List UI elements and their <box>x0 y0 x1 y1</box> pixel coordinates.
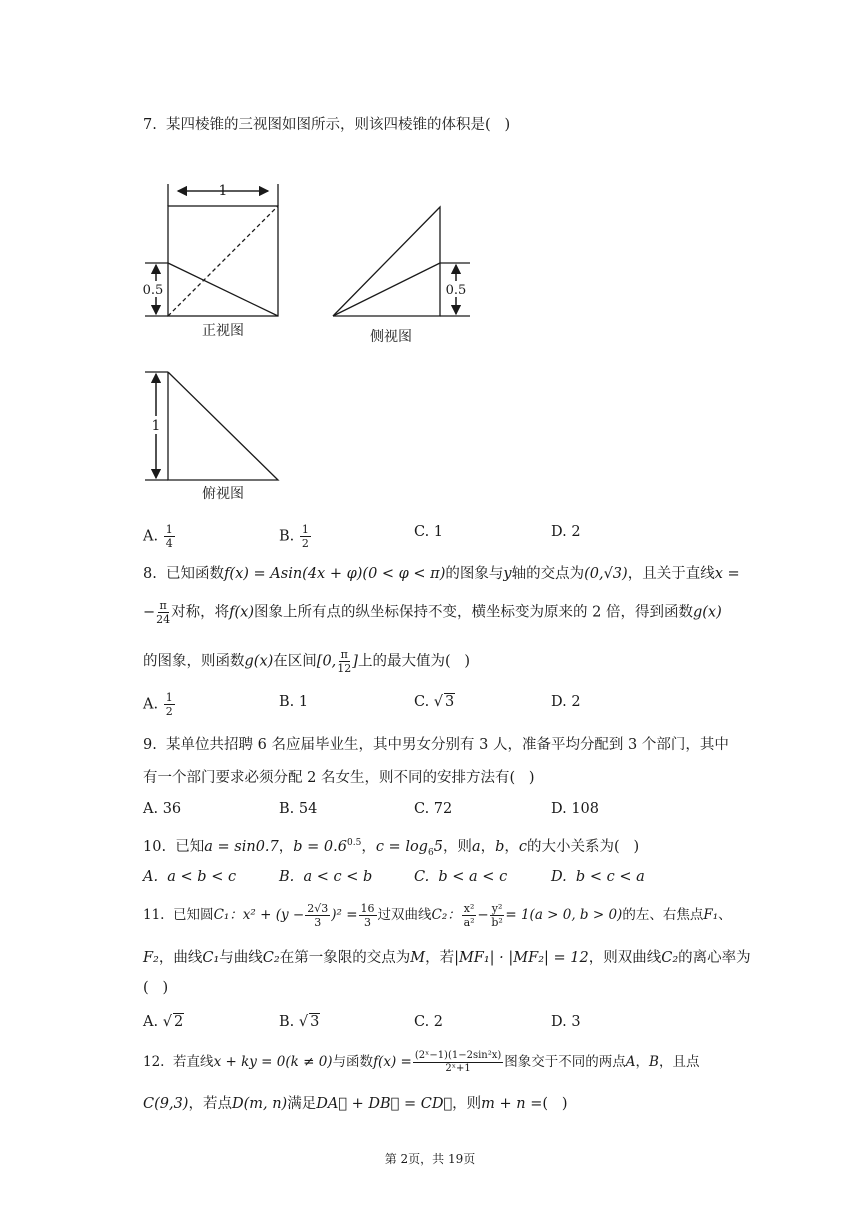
side-height-label: 0.5 <box>445 283 467 298</box>
front-view <box>142 184 278 316</box>
page-footer: 第 2页，共 19页 <box>384 1152 476 1166</box>
q7-option-b[interactable] <box>279 524 312 549</box>
q7-option-a[interactable] <box>143 524 176 549</box>
q8-option-b[interactable]: B. 1 <box>279 694 309 710</box>
q11-line3: ( ) <box>143 980 169 996</box>
option-label: A. <box>143 696 159 713</box>
q8-line2: − $\frac{\pi}{24}$ 对称，将f(x)图象上所有点的纵坐标保持不变，横坐标变为原来的 2 倍，得到函数g(x) <box>143 599 722 626</box>
q8-line3: 的图象，则函数g(x)在区间[0, $\frac{\pi}{12}$ ]上的最大值为( ) <box>143 648 471 675</box>
front-height-label: 0.5 <box>142 283 164 298</box>
q12-line1: 12. 若直线x + ky = 0(k ≠ 0)与函数f(x) = $\frac{\text{(2ˣ−1)(1−2sin²x)}}{\text{2ˣ+1}}$ 图象交于不同的两点A，B，且点 <box>143 1050 700 1074</box>
q10-stem: 10. 已知a = sin0.7，$b = 0.6^{0.5}$，$c = \log_65$，则a，b，c的大小关系为( ) <box>143 838 640 858</box>
q11-option-c[interactable]: C. 2 <box>414 1014 444 1030</box>
q10-option-b[interactable]: B. a < c < b <box>279 869 373 885</box>
fraction: $\frac{1}{4}$ <box>165 523 173 550</box>
top-view-triangle <box>168 372 278 480</box>
q11-option-d[interactable]: D. 3 <box>551 1014 581 1030</box>
option-label: A. <box>143 528 159 545</box>
front-view-hidden-edge <box>168 206 278 316</box>
side-caption: 侧视图 <box>370 329 412 345</box>
fraction: $\frac{1}{2}$ <box>301 523 309 550</box>
q9-option-a[interactable]: A. 36 <box>143 801 182 817</box>
q11-line1: 11. 已知圆C₁：x² + (y − $\frac{2√3}{3}$ )² = $\frac{16}{3}$ 过双曲线C₂： $\frac{\text{x²}}{\text{a²}}$ − $\frac{\text{y²}}{\text{b²}}$ = 1(a > 0, b > 0)的左、右焦点F₁、 <box>143 902 732 929</box>
q12-line2: C(9,3)，若点D(m, n)满足DA⃗ + DB⃗ = CD⃗，则m + n =( ) <box>143 1096 568 1112</box>
q9-line2: 有一个部门要求必须分配 2 名女生，则不同的安排方法有( ) <box>143 770 535 786</box>
q11-option-b[interactable]: B. √ 3 <box>279 1014 320 1030</box>
q9-option-d[interactable]: D. 108 <box>551 801 600 817</box>
front-view-diagonal <box>168 263 278 316</box>
top-height-label: 1 <box>151 418 161 434</box>
q11-option-a[interactable]: A. √ 2 <box>143 1014 184 1030</box>
q8-option-d[interactable]: D. 2 <box>551 694 581 710</box>
side-view-inner-edge <box>333 263 440 316</box>
q9-line1: 9. 某单位共招聘 6 名应届毕业生，其中男女分别有 3 人，准备平均分配到 3 个部门，其中 <box>143 737 729 753</box>
fraction: $\frac{1}{2}$ <box>165 691 173 718</box>
top-caption: 俯视图 <box>202 486 244 502</box>
option-label: B. <box>279 528 295 545</box>
side-view <box>333 207 470 316</box>
q10-option-a[interactable]: A. a < b < c <box>143 869 237 885</box>
q11-line2: F₂，曲线C₁与曲线C₂在第一象限的交点为M，若|MF₁| · |MF₂| = 12，则双曲线C₂的离心率为 <box>143 950 751 966</box>
q7-stem: 7. 某四棱锥的三视图如图所示，则该四棱锥的体积是( ) <box>143 117 511 133</box>
front-width-label: 1 <box>218 183 228 199</box>
q7-option-c[interactable]: C. 1 <box>414 524 444 540</box>
q9-option-c[interactable]: C. 72 <box>414 801 453 817</box>
top-view <box>145 372 278 480</box>
q8-line1: 8. 已知函数f(x) = Asin(4x + φ)(0 < φ < π)的图象与y轴的交点为(0,√3)，且关于直线x = <box>143 566 740 582</box>
front-caption: 正视图 <box>202 323 244 339</box>
q9-option-b[interactable]: B. 54 <box>279 801 318 817</box>
three-view-figure <box>140 178 490 508</box>
q10-option-c[interactable]: C. b < a < c <box>414 869 508 885</box>
side-view-triangle <box>333 207 440 316</box>
q7-option-d[interactable]: D. 2 <box>551 524 581 540</box>
q8-option-c[interactable]: C. √ 3 <box>414 694 455 710</box>
q8-option-a[interactable] <box>143 692 176 717</box>
q10-option-d[interactable]: D. b < c < a <box>551 869 645 885</box>
